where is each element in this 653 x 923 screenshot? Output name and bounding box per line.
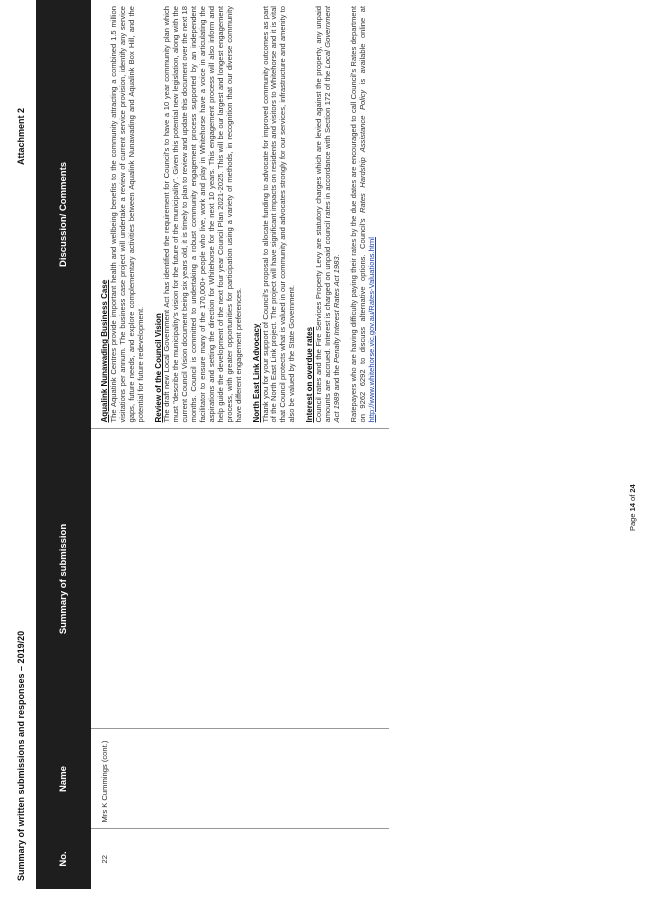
attachment-label: Attachment 2 — [16, 107, 26, 165]
submitter-name: Mrs K Cummings (cont.) — [91, 729, 389, 829]
section-text: Thank you for your support of Council's proposal to allocate funding to advocate for improved community outcomes as part of the North East Link project. The project will have significant impacts on residents and visitors to Whitehorse and it is vital that Council protects what is valued in our community and advocates strongly for our services, infrastructure and amenity to also be valued by the State Government. — [260, 6, 297, 423]
policy-title: Rates Hardship Assistance Policy — [357, 89, 367, 213]
section-overdue-rates — [306, 6, 376, 423]
column-header-name: Name — [36, 729, 91, 829]
table-header-row — [36, 0, 91, 889]
act-title: Local Government Act 1989 — [322, 6, 341, 423]
section-aqualink — [101, 6, 146, 423]
section-heading: Interest on overdue rates — [305, 326, 315, 423]
text-run: is available online at — [357, 6, 367, 90]
text-run: Ratepayers who are having difficulty paying their rates by the due dates are encouraged to call Council's Rates department on 9262 6292 to discuss alternative options. Council's — [348, 6, 367, 423]
rates-valuations-link[interactable]: http://www.whitehorse.vic.gov.au/Rates-Valuations.html — [366, 237, 376, 423]
page-footer — [628, 484, 637, 531]
table-row — [91, 0, 389, 889]
text-run: and the — [331, 362, 341, 393]
section-text: The draft new Local Government Act has identified the requirement for Council's to have a 10 year community plan which must "describe the municipality's vision for the future of the municipality". Given this potential new legislation, along with the current Council Vision document being six years old, it is timely to plan to review and update this document over the next 18 months. Council is committed to undertaking a robust community engagement process supported by an independent facilitator to ensure many of the 170,000+ people who live, work and play in Whitehorse have a voice in articulating the aspirations and setting the direction for Whitehorse for the next 10 years. This engagement process will also inform and help guide the development of the next four year Council Plan 2021-2025. This will be our largest and longest engagement process, with greater opportunities for participation using a variety of methods, in recognition that our diverse community have different engagement preferences. — [162, 6, 243, 423]
section-council-vision — [155, 6, 244, 423]
section-heading: Review of the Council Vision — [153, 313, 163, 423]
submission-number: 22 — [100, 855, 109, 864]
section-text: The Aquatink Centres provide important health and wellbeing benefits to the community attracting a combined 1.5 million visitations per annum. The business case project will undertake a review of current service provision, identify any service gaps, future needs, and explore complementary activities between Aqualink Nunawading and Aqualink Box Hill, and the potential for future redevelopment. — [108, 6, 145, 423]
section-text — [315, 6, 342, 423]
discussion-cell — [91, 0, 389, 429]
section-north-east-link — [253, 6, 298, 423]
column-header-summary: Summary of submission — [36, 429, 91, 729]
text-run: Council rates and the Fire Services Property Levy are statutory charges which are levied against the property, any unpaid amounts are accrued. Interest is charged on unpaid council rates in accordance with Section 172 of the — [314, 6, 332, 423]
text-run: . — [331, 254, 341, 257]
submission-summary — [91, 429, 389, 729]
section-heading: North East Link Advocacy — [251, 323, 261, 423]
page-number: 14 — [628, 503, 637, 512]
submissions-table — [36, 0, 389, 889]
footer-of: of — [628, 492, 637, 504]
section-heading: Aqualink Nunawading Business Case — [100, 279, 109, 423]
column-header-discussion: Discussion/ Comments — [36, 0, 91, 429]
footer-prefix: Page — [628, 511, 637, 531]
column-header-no: No. — [36, 829, 91, 889]
page-total: 24 — [628, 484, 637, 493]
section-text — [350, 6, 377, 423]
act-title: Penalty Interest Rates Act 1983 — [331, 256, 341, 363]
document-title: Summary of written submissions and responses – 2019/20 — [16, 630, 26, 881]
